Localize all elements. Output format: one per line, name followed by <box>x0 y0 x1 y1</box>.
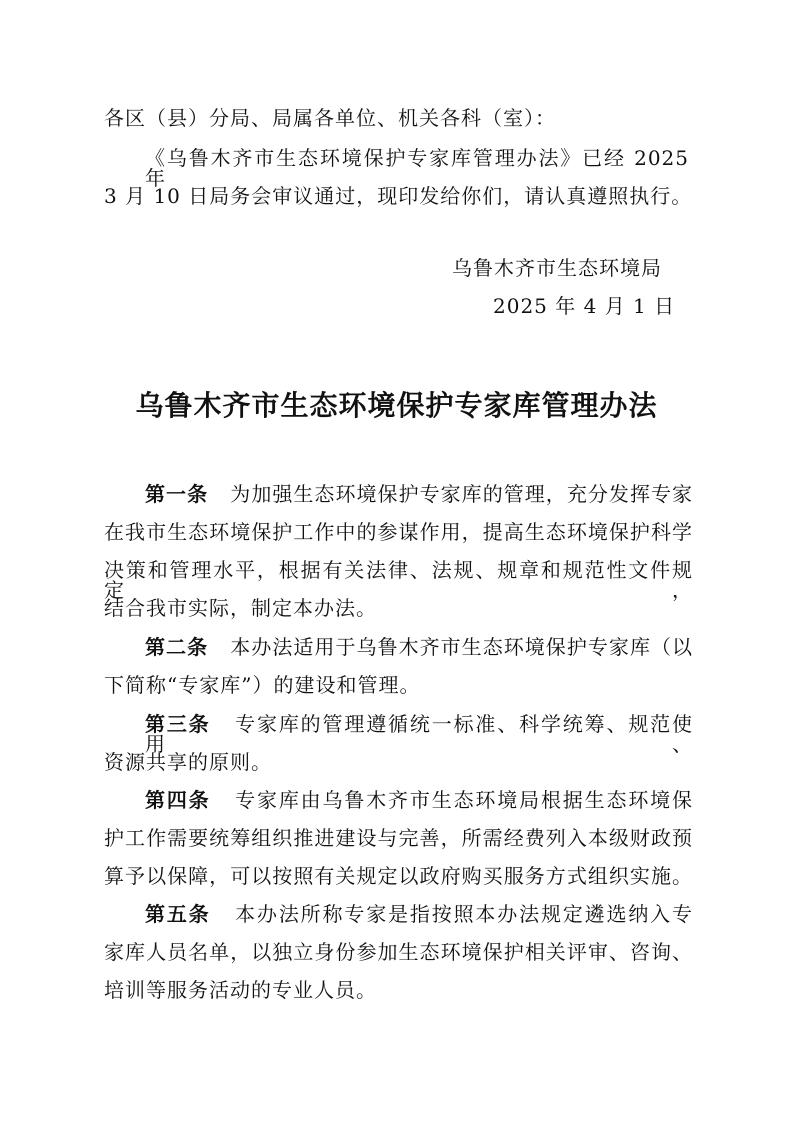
article-line: 在我市生态环境保护工作中的参谋作用，提高生态环境保护科学 <box>104 520 693 544</box>
article-label: 第二条 <box>145 635 209 659</box>
article-label: 第四条 <box>145 788 211 812</box>
notice-body-line: 《乌鲁木齐市生态环境保护专家库管理办法》已经 2025 年 <box>145 146 689 190</box>
issue-date: 2025 年 4 月 1 日 <box>493 294 676 318</box>
article-label: 第一条 <box>145 482 209 506</box>
issuer-name: 乌鲁木齐市生态环境局 <box>452 256 662 280</box>
article-line <box>145 714 693 754</box>
article-text: 专家库由乌鲁木齐市生态环境局根据生态环境保 <box>235 788 694 812</box>
article-text: 本办法适用于乌鲁木齐市生态环境保护专家库（以 <box>230 635 694 659</box>
notice-recipients: 各区（县）分局、局属各单位、机关各科（室）： <box>104 106 556 130</box>
article-line: 下简称“专家库”）的建设和管理。 <box>104 673 421 697</box>
article-line <box>145 484 693 504</box>
article-text: 为加强生态环境保护专家库的管理，充分发挥专家 <box>230 482 694 506</box>
article-line <box>145 790 693 810</box>
article-text: 专家库的管理遵循统一标准、科学统筹、规范使用、 <box>145 712 694 756</box>
article-line <box>145 904 693 924</box>
article-line: 培训等服务活动的专业人员。 <box>104 978 377 1002</box>
article-line: 结合我市实际，制定本办法。 <box>104 596 377 620</box>
article-line: 决策和管理水平，根据有关法律、法规、规章和规范性文件规定， <box>104 558 693 602</box>
article-line: 护工作需要统筹组织推进建设与完善，所需经费列入本级财政预 <box>104 826 693 850</box>
article-label: 第五条 <box>145 902 211 926</box>
notice-body-line: 3 月 10 日局务会审议通过，现印发给你们，请认真遵照执行。 <box>104 184 693 208</box>
article-line <box>145 637 693 657</box>
article-line: 家库人员名单，以独立身份参加生态环境保护相关评审、咨询、 <box>104 940 693 964</box>
article-line: 算予以保障，可以按照有关规定以政府购买服务方式组织实施。 <box>104 864 693 888</box>
article-text: 本办法所称专家是指按照本办法规定遴选纳入专 <box>235 902 694 926</box>
article-label: 第三条 <box>145 712 211 736</box>
document-title: 乌鲁木齐市生态环境保护专家库管理办法 <box>135 389 658 422</box>
article-line: 资源共享的原则。 <box>104 750 272 774</box>
